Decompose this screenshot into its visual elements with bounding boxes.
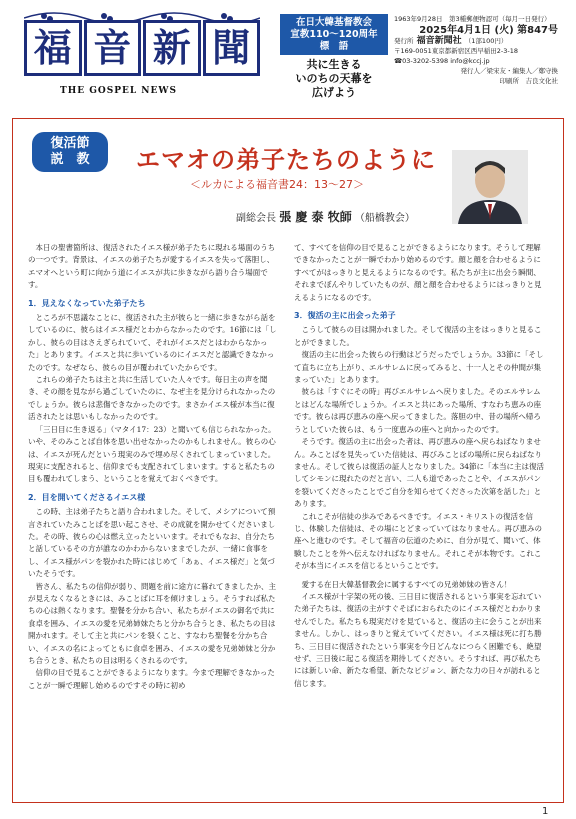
section-heading: 2．目を開いてくださるイエス様 [28,492,146,502]
paragraph: て、すべてを信仰の目で見ることができるようになります。そうして理解できなかったことが一瞬でわかり始めるのです。顔と顔を合わせるようにすべてがはっきりと見えるようになるのです。私たちが主に出会う瞬間、それまでぼんやりしていたものが、顔と顔を合わせるようにはっきりと見えるようになるのです。 [294,243,542,302]
promo-slogan [280,58,388,100]
paragraph: これこそが信徒の歩みであるべきです。イエス・キリストの復活を信じ、体験した信徒は、その場にとどまっていてはなりません。再び恵みの座へと進むのです。そして福音の伝道のために、自分が見て、聞いて、体験したことを外へ伝えなければなりません。それこそが本物です。これこそが本当にイエスを信じるということです。 [294,511,542,571]
paragraph: 皆さん、私たちの信仰が弱り、問題を前に途方に暮れてきましたか、主が見えなくなるときには、みことばに耳を傾けましょう。そうすれば私たちの心は熱くなります。聖餐を分かち合い、私たちがイエスの御名で共に食卓を囲み、イエスの愛を兄弟姉妹たちと分かち合うとき、私たちの目は開かれます。そして主と共にパンを裂くこと、すなわち聖餐を分かち合い、イエスの名によってともに食卓を囲み、イエスの愛を兄弟姉妹と分かち合うとき、私たちの目は明るくされるのです。 [28,581,276,665]
paragraph: これらの弟子たちは主と共に生活していた人々です。毎日主の声を聞き、その顔を見ながら過ごしていたのに、なぜ主を見分けられなかったのでしょうか。彼らは悲傷できなかったのです。まさかイエス様が本当に復活されたとは思いもしなかったのです。 [28,375,276,422]
publisher-name: 福音新聞社 [416,36,462,46]
editor-line: 発行人／梁宋友・編集人／鄭守換 [460,67,558,75]
masthead-char: 福 [24,20,82,76]
paragraph: こうして彼らの目は開かれました。そして復活の主をはっきりと見ることができました。 [294,325,542,347]
byline-role: 副総会長 [236,213,276,224]
paragraph: 「三日目に生き返る」（マタイ17：23）と聞いても信じられなかった。いや、そのみことば自体を思い出せなかったのかもしれません。彼らの心は、イエスが死んだという現実のみで埋め尽くされてしまっていました。現実に支配されると、信仰までも支配されてしまいます。すると私たちの目も覆われてしまう、ということを覚えておくべきです。 [28,424,276,484]
left-column [28,242,278,692]
address: 〒169-0051東京都新宿区西早稲田2-3-18 [394,47,519,55]
paragraph: 本日の聖書箇所は、復活されたイエス様が弟子たちに現れる場面のうちの一つです。背景は、イエスの弟子たちが愛するイエスを失って落胆し、エマオへという町に向かう道にイエスが共に歩きながら語り合う場面です。 [28,243,276,290]
badge-line: 説 教 [50,152,90,167]
section-heading: 1．見えなくなっていた弟子たち [28,298,146,308]
masthead-subtitle: THE GOSPEL NEWS [60,86,178,96]
promo-line: 標 語 [319,41,349,52]
byline-name: 張 慶 泰 牧師 [279,210,352,224]
masthead-title [24,20,260,76]
paragraph: ところが不思議なことに、復活された主が彼らと一緒に歩きながら話をしているのに、彼らはイエス様だとわからなかったのです。16節には「しかし、彼らの目はさえぎられていて、それがイエスだとはわからなかった」とあります。イエスと共に歩いているのにイエスだと認識できなかったのです。なぜなら、彼らの目が覆われていたからです。 [28,313,277,372]
scripture-reference: ＜ルカによる福音書24：13～27＞ [190,178,364,191]
paragraph: 彼らは「すぐにその時」再びエルサレムへ戻りました。そのエルサレムとはどんな場所でしょうか。イエスと共にあった場所、すなわち恵みの座です。彼らは再び恵みの座へ戻ってきました。落胆の中、昔の場所へ帰ろうとしていた彼らは、もう一度恵みの座へと向かったのです。 [294,387,542,434]
right-column [294,242,544,690]
promo-box [280,14,388,100]
paragraph: 愛する在日大韓基督教会に属するすべての兄弟姉妹の皆さん！ [301,579,512,589]
badge-line: 復活節 [50,136,90,151]
paragraph: イエス様が十字架の死の後、三日目に復活されるという事実を忘れていた弟子たちは、復活の主がすぐそばにおられたのにイエス様だとわかりませんでした。私たちも現実だけを見ていると、復活の主に会うことが出来ません。しかし、はっきりと覚えていてください。イエス様は死に打ち勝ち、三日目に復活されたという事実を今日どんなにつらく困難でも、絶望せず、三日後に起こる復活を期待してください。そうすれば、再び私たちには新しい命、新たな希望、新たなビジョン、新たな力の日々が訪れると信じます。 [294,591,542,688]
issue-date: 2025年4月1日 (火) 第847号 [419,25,558,36]
page-number: 1 [542,806,549,817]
byline-church: （船橋教会） [354,213,415,224]
byline [236,208,415,225]
slogan-line: 広げよう [312,86,356,99]
pastor-portrait [452,150,528,224]
paragraph: 信仰の目で見ることができるようになります。今まで理解できなかったことが一瞬で理解し始めるのですその時に初め [28,668,275,690]
publisher-line [394,36,558,46]
promo-line: 宣教110～120周年 [290,29,378,40]
sermon-title: エマオの弟子たちのように [136,145,436,174]
price: （1部100円） [464,37,508,45]
paragraph: この時、主は弟子たちと語り合われました。そして、メシアについて預言されていたみことばを思い起こさせ、その成就を開かせてくださいました。その時、彼らの心は燃え立ったといいます。それでもなお、自分たちと話しているその方が誰なのかわからないままでしたが、一緒に食事をし、イエス様がパンを裂かれた時にはじめて「あぁ、イエス様だ」と気づいたそうです。 [28,507,276,579]
sermon-badge [32,132,108,172]
paragraph: そうです。復活の主に出会った者は、再び恵みの座へ戻らねばなりません。みことばを見失っていた信徒は、再びみことばの場所に戻らねばなりません。そして彼らは復活の証人となりました。34節に「本当に主は復活してシモンに現れたのだと言い、二人も道であったことや、イエスがパンを裂いてくださったことでご自分を知らせてくださった次第を話した」とあります。 [294,437,544,509]
printer-line: 印刷所 吉良文化社 [499,77,558,85]
slogan-line: いのちの天幕を [295,72,373,85]
paragraph: 復活の主に出会った彼らの行動はどうだったでしょうか。33節に「そして直ちに立ち上がり、エルサレムに戻ってみると、十一人とその仲間が集まっていた」とあります。 [294,350,544,385]
registration-note: 1963年9月28日 第3種郵便物認可（毎月一日発行） [394,15,551,23]
masthead-char: 聞 [203,20,261,76]
promo-banner [280,14,388,55]
contact: ☎03-3202-5398 info@kccj.jp [394,57,490,65]
masthead-char: 新 [143,20,201,76]
publisher-label: 発行所 [394,37,414,45]
masthead-char: 音 [84,20,142,76]
slogan-line: 共に生きる [306,58,362,71]
promo-line: 在日大韓基督教会 [295,17,372,28]
publication-info [394,14,558,86]
section-heading: 3．復活の主に出会った弟子 [294,311,396,321]
